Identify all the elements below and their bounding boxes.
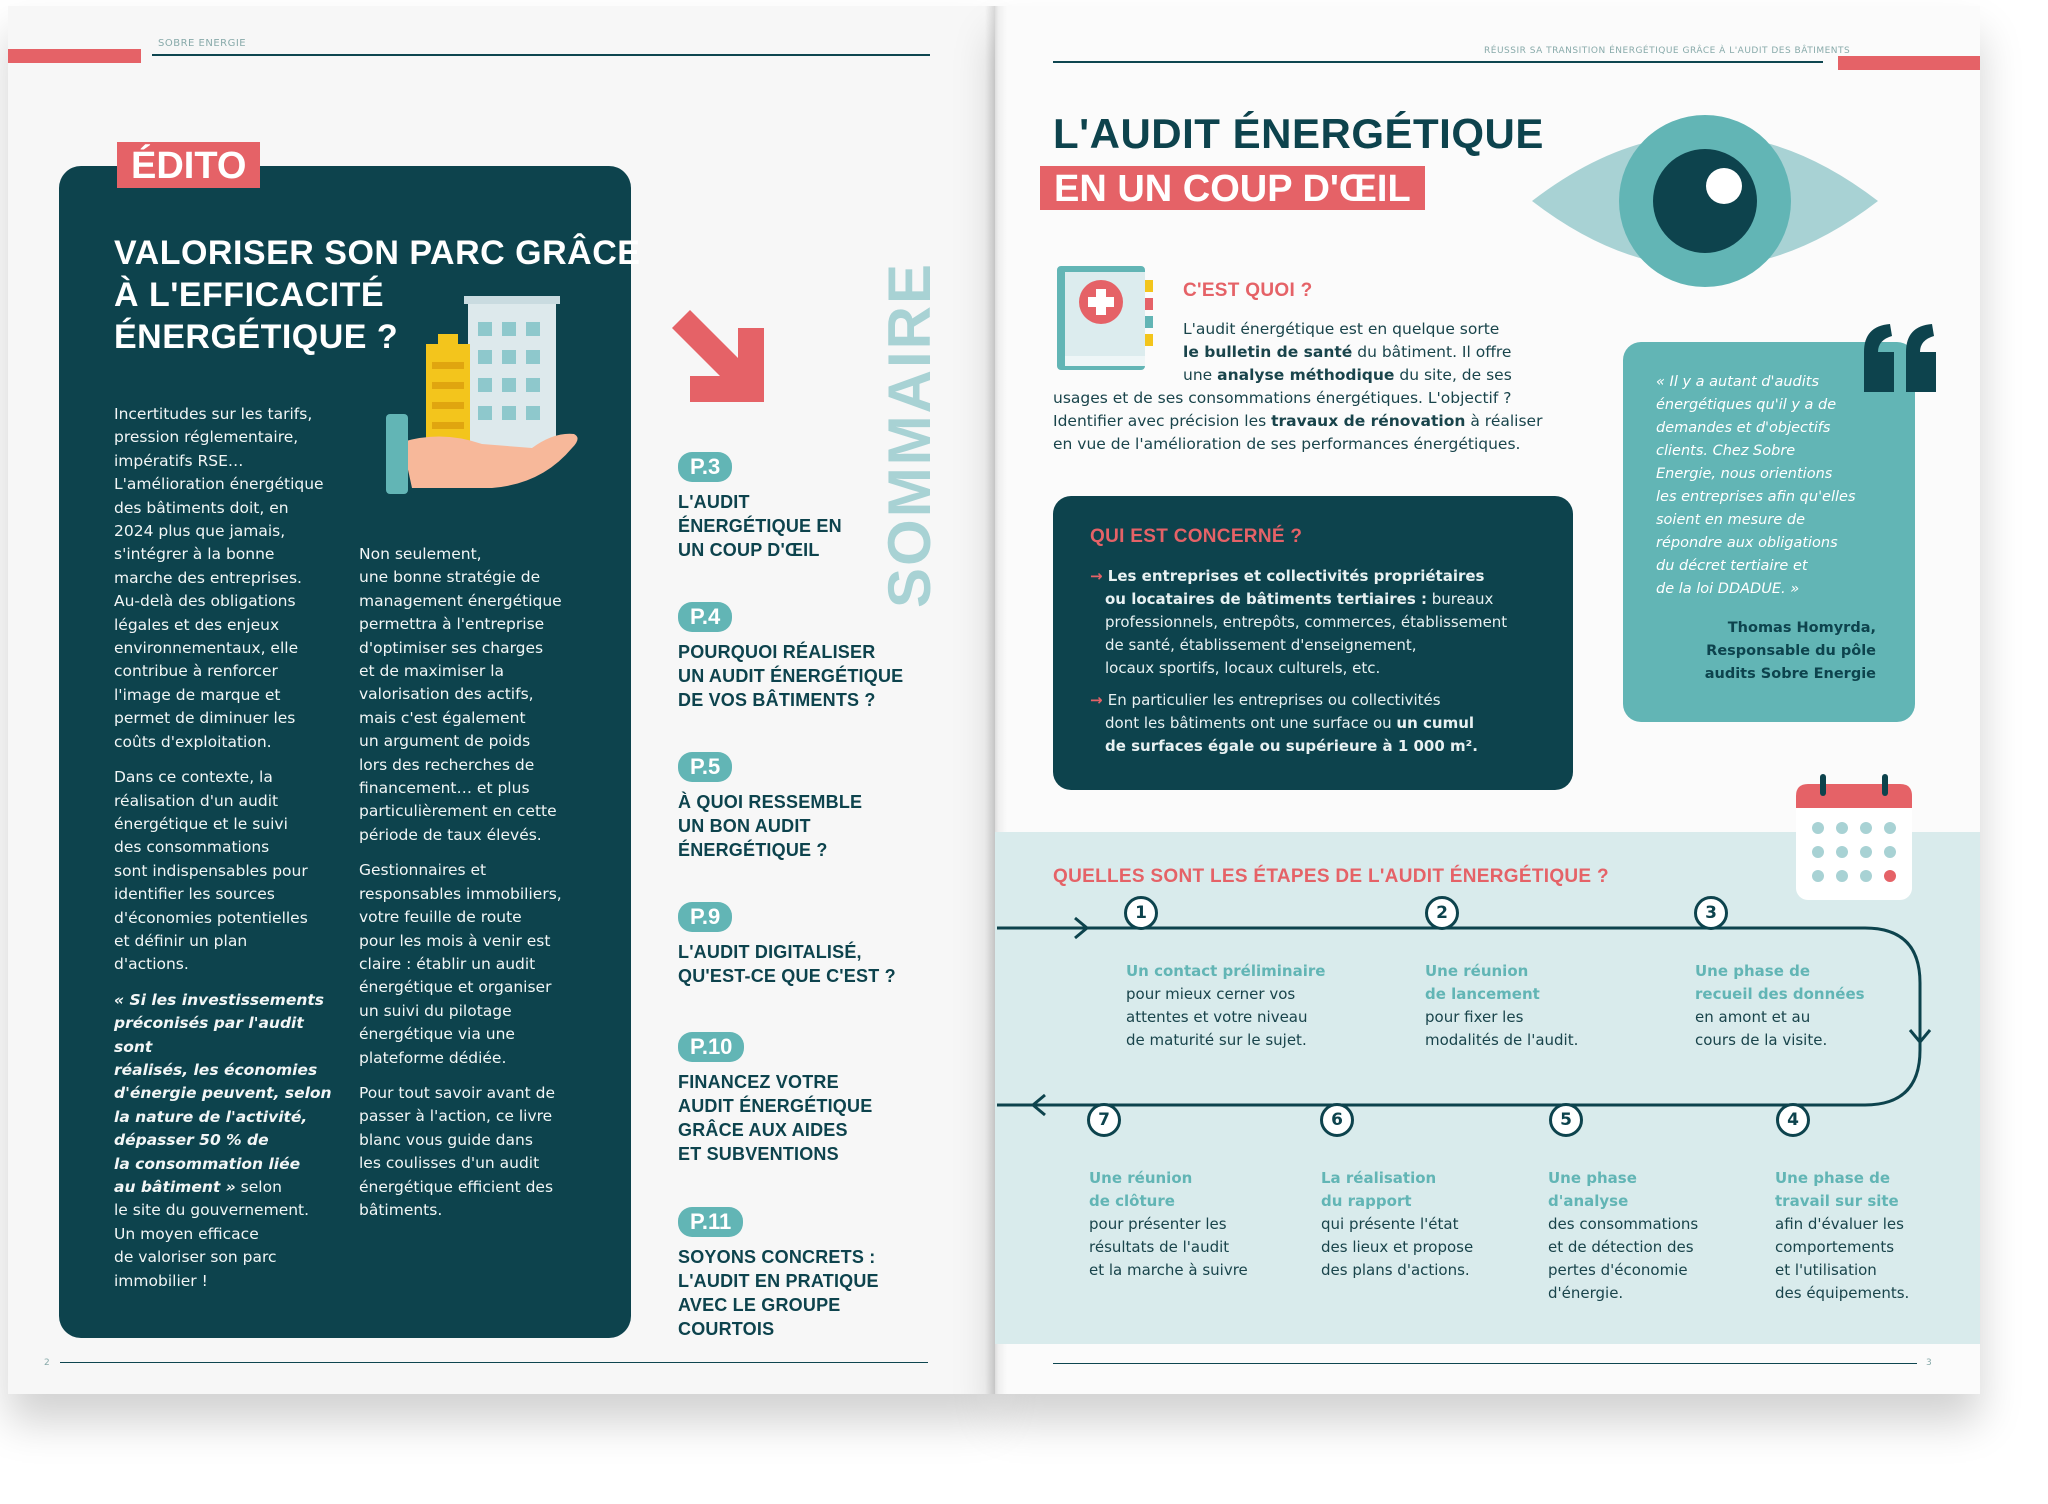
step-text-line: d'énergie. (1548, 1284, 1624, 1302)
quote-author-line: Responsable du pôle (1706, 643, 1876, 659)
text-line: Gestionnaires et (359, 861, 487, 880)
text-line: valorisation des actifs, (359, 685, 534, 704)
bullet-arrow-icon: → (1090, 691, 1108, 709)
step-text-line: pour mieux cerner vos (1126, 985, 1296, 1003)
quote-author-line: Thomas Homyrda, (1727, 620, 1876, 636)
text-line: et de maximiser la (359, 662, 505, 681)
main-title-line1: L'AUDIT ÉNERGÉTIQUE (1053, 110, 1544, 157)
step-description (1321, 1167, 1473, 1282)
text-line: Non seulement, (359, 545, 482, 563)
edito-title-line: À L'EFFICACITÉ (114, 276, 385, 314)
text-line: de valoriser son parc (114, 1248, 277, 1267)
step-description (1126, 960, 1325, 1052)
text-line: réalisation d'un audit (114, 791, 279, 810)
step-description (1425, 960, 1578, 1052)
step-title-line: de lancement (1425, 985, 1540, 1003)
toc-entry-line: SOYONS CONCRETS : (678, 1247, 876, 1267)
text-line: sont indispensables pour (114, 861, 308, 880)
text-line: légales et des enjeux (114, 615, 280, 634)
edito-quote-line: réalisés, les économies (114, 1060, 318, 1079)
left-header-text: SOBRE ENERGIE (158, 38, 247, 49)
text-line: bâtiments. (359, 1200, 443, 1219)
step-title-line: Une phase de (1695, 962, 1811, 980)
step-text-line: modalités de l'audit. (1425, 1031, 1579, 1049)
step-text-line: et l'utilisation (1775, 1261, 1877, 1279)
step-title-line: Une phase de (1775, 1169, 1891, 1187)
toc-page-badge[interactable]: P.9 (678, 902, 732, 932)
edito-title-line: VALORISER SON PARC GRÂCE (114, 234, 641, 272)
toc-entry-line: COURTOIS (678, 1319, 775, 1339)
text-line: l'image de marque et (114, 685, 281, 704)
toc-entry-line: L'AUDIT (678, 492, 750, 512)
text-line: le site du gouvernement. (114, 1201, 310, 1220)
quote-line: « Il y a autant d'audits (1656, 374, 1820, 390)
toc-entry-line: FINANCEZ VOTRE (678, 1072, 839, 1092)
step-text-line: cours de la visite. (1695, 1031, 1828, 1049)
step-text-line: des plans d'actions. (1321, 1261, 1470, 1279)
step-title-line: d'analyse (1548, 1192, 1629, 1210)
text-line: passer à l'action, ce livre (359, 1107, 553, 1126)
step-text-line: en amont et au (1695, 1008, 1811, 1026)
text-line: pour les mois à venir est (359, 931, 551, 950)
building-in-hand-icon (382, 292, 582, 502)
edito-quote-line: au bâtiment » selon (114, 1178, 282, 1196)
text-line: lors des recherches de (359, 755, 535, 774)
calendar-icon (1792, 772, 1916, 904)
text-line: énergétique et organiser (359, 978, 552, 997)
step-title-line: de clôture (1089, 1192, 1175, 1210)
quote-text (1656, 371, 1856, 601)
step-number: 7 (1087, 1103, 1121, 1137)
text-line: un argument de poids (359, 732, 531, 751)
toc-entry-line: UN COUP D'ŒIL (678, 540, 820, 560)
text-line: responsables immobiliers, (359, 884, 562, 903)
right-header-text: RÉUSSIR SA TRANSITION ÉNERGÉTIQUE GRÂCE À L'AUDIT DES BÂTIMENTS (1484, 46, 1851, 56)
right-page-number: 3 (1926, 1358, 1932, 1368)
left-header-accent (8, 49, 141, 63)
text-line: Un moyen efficace (114, 1224, 259, 1243)
left-header-rule (152, 54, 930, 56)
step-description (1775, 1167, 1909, 1305)
quote-marks-icon (1860, 322, 1942, 400)
text-line: d'actions. (114, 955, 189, 974)
toc-entry-line: POURQUOI RÉALISER (678, 642, 876, 662)
step-text-line: pour présenter les (1089, 1215, 1227, 1233)
text-line: immobilier ! (114, 1271, 208, 1290)
text-line: environnementaux, elle (114, 639, 299, 658)
right-footer-rule (1053, 1363, 1917, 1364)
text-line: une bonne stratégie de (359, 568, 541, 587)
bullet-arrow-icon: → (1090, 567, 1108, 585)
text-line: des consommations (114, 838, 270, 857)
step-title-line: recueil des données (1695, 985, 1865, 1003)
step-text-line: des équipements. (1775, 1284, 1910, 1302)
text-line: impératifs RSE… (114, 451, 244, 470)
text-line: management énergétique (359, 591, 562, 610)
edito-quote-line: « Si les investissements (114, 990, 324, 1009)
toc-entry-line: DE VOS BÂTIMENTS ? (678, 690, 876, 710)
text-line: blanc vous guide dans (359, 1130, 533, 1149)
toc-entry-line: ÉNERGÉTIQUE EN (678, 516, 842, 536)
text-line: énergétique via une (359, 1025, 515, 1044)
toc-entry-line: ÉNERGÉTIQUE ? (678, 840, 828, 860)
step-description (1548, 1167, 1698, 1305)
step-title-line: Une phase (1548, 1169, 1637, 1187)
step-number: 1 (1124, 896, 1158, 930)
step-title-line: Une réunion (1425, 962, 1529, 980)
step-description (1089, 1167, 1248, 1282)
toc-entry-line: ET SUBVENTIONS (678, 1144, 839, 1164)
toc-entry-line: À QUOI RESSEMBLE (678, 792, 863, 812)
text-line: permettra à l'entreprise (359, 615, 545, 634)
step-text-line: qui présente l'état (1321, 1215, 1459, 1233)
cest-quoi-text-a: L'audit énergétique est en quelque sorte le bulletin de santé du bâtiment. Il offre une analyse méthodique du site, de ses (1183, 320, 1512, 384)
step-description (1695, 960, 1865, 1052)
text-line: votre feuille de route (359, 908, 522, 927)
edito-column-1 (114, 403, 344, 1293)
cest-quoi-title: C'EST QUOI ? (1183, 280, 1313, 301)
toc-entry-line: L'AUDIT DIGITALISÉ, (678, 942, 862, 962)
text-line: contribue à renforcer (114, 662, 278, 681)
cest-quoi-text-b: usages et de ses consommations énergétiques. L'objectif ? Identifier avec précision les travaux de rénovation à réaliser en vue de l'amélioration de ses performances énergétiques. (1053, 389, 1543, 453)
text-line: d'économies potentielles (114, 908, 308, 927)
text-line: s'intégrer à la bonne (114, 545, 275, 564)
edito-title-line: ÉNERGÉTIQUE ? (114, 318, 399, 356)
toc-entry[interactable] (678, 640, 903, 712)
quote-author-line: audits Sobre Energie (1704, 666, 1876, 682)
text-line: plateforme dédiée. (359, 1048, 507, 1067)
sommaire-wrap (876, 262, 943, 608)
step-text-line: et de détection des (1548, 1238, 1694, 1256)
text-line: des bâtiments doit, en (114, 498, 289, 517)
quote-line: énergétiques qu'il y a de (1656, 397, 1837, 413)
text-line: période de taux élevés. (359, 825, 542, 844)
step-text-line: pertes d'économie (1548, 1261, 1688, 1279)
toc-entry[interactable] (678, 1070, 872, 1166)
edito-quote-line: préconisés par l'audit sont (114, 1014, 304, 1056)
toc-entry-line: AVEC LE GROUPE (678, 1295, 841, 1315)
edito-tag: ÉDITO (117, 142, 260, 188)
toc-entry[interactable] (678, 790, 862, 862)
quote-line: répondre aux obligations (1656, 535, 1838, 551)
toc-entry-line: GRÂCE AUX AIDES (678, 1120, 848, 1140)
text-line: mais c'est également (359, 708, 526, 727)
edito-quote-line: dépasser 50 % de (114, 1131, 269, 1150)
toc-page-badge[interactable]: P.4 (678, 602, 732, 632)
step-text-line: des lieux et propose (1321, 1238, 1474, 1256)
toc-entry-line: UN AUDIT ÉNERGÉTIQUE (678, 666, 904, 686)
text-line: L'amélioration énergétique (114, 475, 324, 494)
text-line: énergétique efficient des (359, 1177, 554, 1196)
main-title-line2: EN UN COUP D'ŒIL (1040, 166, 1425, 210)
step-number: 2 (1425, 896, 1459, 930)
step-title-line: Un contact préliminaire (1126, 962, 1326, 980)
text-line: marche des entreprises. (114, 568, 302, 587)
quote-author (1650, 617, 1876, 686)
quote-line: les entreprises afin qu'elles (1656, 489, 1856, 505)
text-line: Dans ce contexte, la (114, 768, 273, 787)
step-text-line: afin d'évaluer les (1775, 1215, 1904, 1233)
text-line: Pour tout savoir avant de (359, 1083, 555, 1102)
toc-entry-line: AUDIT ÉNERGÉTIQUE (678, 1096, 873, 1116)
edito-quote-line: d'énergie peuvent, selon (114, 1084, 332, 1103)
step-text-line: et la marche à suivre (1089, 1261, 1248, 1279)
toc-entry[interactable] (678, 940, 896, 988)
right-header-rule (1053, 61, 1823, 63)
step-title-line: travail sur site (1775, 1192, 1899, 1210)
text-line: Au-delà des obligations (114, 592, 296, 611)
toc-page-badge[interactable]: P.3 (678, 452, 732, 482)
text-line: particulièrement en cette (359, 802, 557, 821)
step-title-line: du rapport (1321, 1192, 1412, 1210)
step-number: 5 (1549, 1103, 1583, 1137)
text-line: coûts d'exploitation. (114, 732, 272, 751)
text-line: 2024 plus que jamais, (114, 522, 286, 541)
step-text-line: comportements (1775, 1238, 1895, 1256)
text-line: pression réglementaire, (114, 428, 299, 447)
text-line: financement… et plus (359, 779, 530, 798)
concerne-title: QUI EST CONCERNÉ ? (1090, 526, 1303, 547)
arrow-down-right-icon (668, 306, 772, 410)
toc-page-badge[interactable]: P.10 (678, 1032, 744, 1062)
step-number: 4 (1776, 1103, 1810, 1137)
toc-entry[interactable] (678, 1245, 879, 1341)
edito-quote-line: la consommation liée (114, 1154, 301, 1173)
text-line: et définir un plan (114, 931, 248, 950)
step-number: 3 (1694, 896, 1728, 930)
toc-entry-line: UN BON AUDIT (678, 816, 811, 836)
step-text-line: résultats de l'audit (1089, 1238, 1230, 1256)
medical-book-icon (1053, 262, 1157, 374)
steps-title: QUELLES SONT LES ÉTAPES DE L'AUDIT ÉNERGÉTIQUE ? (1053, 866, 1609, 887)
text-line: d'optimiser ses charges (359, 638, 544, 657)
edito-column-2 (359, 543, 599, 1222)
text-line: identifier les sources (114, 885, 275, 904)
toc-entry-line: L'AUDIT EN PRATIQUE (678, 1271, 879, 1291)
left-page-number: 2 (44, 1358, 50, 1368)
sommaire-label: SOMMAIRE (876, 262, 943, 608)
step-text-line: de maturité sur le sujet. (1126, 1031, 1307, 1049)
right-header-accent (1838, 56, 1980, 70)
text-line: permet de diminuer les (114, 709, 296, 728)
left-footer-rule (60, 1362, 928, 1363)
text-line: les coulisses d'un audit (359, 1154, 540, 1173)
step-title-line: Une réunion (1089, 1169, 1193, 1187)
concerne-bullets: → Les entreprises et collectivités propriétaires ou locataires de bâtiments tertiaires : bureaux professionnels, entrepôts, commerces, établissement de santé, établissement d'enseignement, locaux sportifs, locaux culturels, etc. → En particulier les entreprises ou collectivités dont les bâtiments ont une surface ou un cumul de surfaces égale ou supérieure à 1 000 m². (1090, 567, 1508, 755)
quote-line: soient en mesure de (1656, 512, 1805, 528)
eye-icon (1528, 108, 1882, 294)
text-line: énergétique et le suivi (114, 814, 288, 833)
edito-quote-line: la nature de l'activité, (114, 1107, 308, 1126)
text-line: Incertitudes sur les tarifs, (114, 405, 313, 423)
step-text-line: attentes et votre niveau (1126, 1008, 1308, 1026)
step-number: 6 (1320, 1103, 1354, 1137)
quote-line: de la loi DDADUE. » (1656, 581, 1800, 597)
toc-entry-line: QU'EST-CE QUE C'EST ? (678, 966, 896, 986)
toc-page-badge[interactable]: P.11 (678, 1207, 743, 1237)
step-text-line: des consommations (1548, 1215, 1699, 1233)
toc-entry[interactable] (678, 490, 842, 562)
text-line: claire : établir un audit (359, 954, 536, 973)
quote-line: demandes et d'objectifs (1656, 420, 1831, 436)
step-title-line: La réalisation (1321, 1169, 1437, 1187)
quote-line: Energie, nous orientions (1656, 466, 1833, 482)
step-text-line: pour fixer les (1425, 1008, 1524, 1026)
quote-line: du décret tertiaire et (1656, 558, 1808, 574)
toc-page-badge[interactable]: P.5 (678, 752, 732, 782)
text-line: un suivi du pilotage (359, 1001, 512, 1020)
quote-line: clients. Chez Sobre (1656, 443, 1796, 459)
